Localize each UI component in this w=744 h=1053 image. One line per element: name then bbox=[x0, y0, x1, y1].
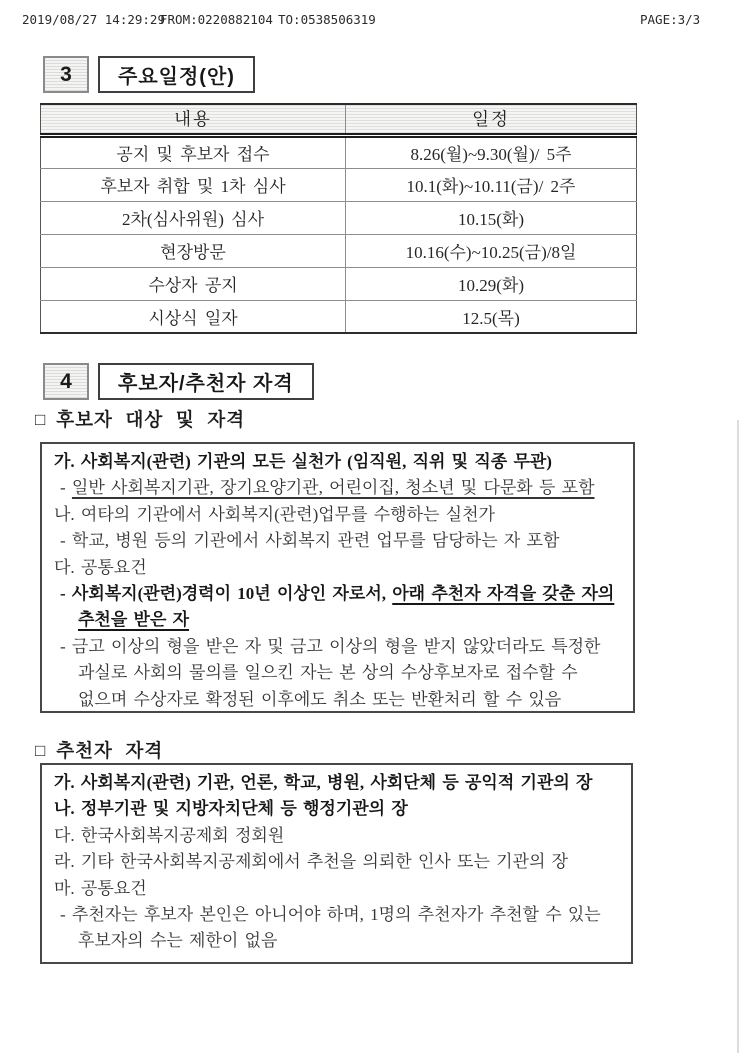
box-line bbox=[52, 607, 623, 633]
table-row bbox=[41, 135, 637, 168]
text-segment: 다. 한국사회복지공제회 정회원 bbox=[54, 825, 285, 845]
table-cell-schedule: 10.15(화) bbox=[346, 201, 637, 234]
text-segment: - 금고 이상의 형을 받은 자 및 금고 이상의 형을 받지 않았더라도 특정한 bbox=[60, 636, 601, 656]
box-line bbox=[52, 849, 621, 875]
section-title: 주요일정(안) bbox=[98, 56, 255, 93]
text-segment: 후보자의 수는 제한이 없음 bbox=[78, 931, 278, 951]
table-row bbox=[41, 201, 637, 234]
text-segment: 가. 사회복지(관련) 기관, 언론, 학교, 병원, 사회단체 등 공익적 기관의 장 bbox=[54, 773, 593, 792]
table-cell-content: 수상자 공지 bbox=[41, 267, 346, 300]
box-line bbox=[52, 796, 621, 822]
text-segment: 나. 정부기관 및 지방자치단체 등 행정기관의 장 bbox=[54, 799, 408, 819]
table-cell-schedule: 8.26(월)~9.30(월)/ 5주 bbox=[346, 135, 637, 168]
table-row bbox=[41, 300, 637, 333]
text-segment: 다. 공통요건 bbox=[54, 557, 147, 577]
box-line bbox=[52, 876, 621, 902]
text-segment: 과실로 사회의 물의를 일으킨 자는 본 상의 수상후보자로 접수할 수 bbox=[78, 663, 578, 683]
box-line bbox=[52, 581, 623, 607]
section-title: 후보자/추천자 자격 bbox=[98, 363, 314, 400]
box-line bbox=[52, 902, 621, 928]
square-bullet-icon: □ bbox=[35, 410, 47, 429]
table-row bbox=[41, 168, 637, 201]
table-header-content: 내용 bbox=[41, 104, 346, 135]
table-row bbox=[41, 234, 637, 267]
scan-artifact-line bbox=[737, 420, 739, 1053]
text-segment: 없으며 수상자로 확정된 이후에도 취소 또는 반환처리 할 수 있음 bbox=[78, 689, 562, 709]
text-segment: - bbox=[60, 478, 72, 498]
box-line bbox=[52, 475, 623, 501]
text-segment: - 추천자는 후보자 본인은 아니어야 하며, 1명의 추천자가 추천할 수 있는 bbox=[60, 905, 601, 925]
text-segment: 가. 사회복지(관련) 기관의 모든 실천가 (임직원, 직위 및 직종 무관) bbox=[54, 452, 552, 471]
fax-header bbox=[0, 12, 744, 28]
recommender-heading-label: 추천자 자격 bbox=[56, 742, 164, 762]
fax-datetime: 2019/08/27 14:29:29 bbox=[22, 12, 165, 27]
candidate-heading-label: 후보자 대상 및 자격 bbox=[56, 411, 246, 431]
table-cell-schedule: 12.5(목) bbox=[346, 300, 637, 333]
box-line bbox=[52, 660, 623, 686]
fax-from-number: FROM:0220882104 bbox=[160, 12, 273, 27]
box-line bbox=[52, 770, 621, 796]
candidate-heading bbox=[35, 406, 245, 432]
text-segment: 추천을 받은 자 bbox=[78, 610, 190, 630]
box-line bbox=[52, 502, 623, 528]
box-line bbox=[52, 687, 623, 713]
text-segment: 마. 공통요건 bbox=[54, 878, 147, 898]
text-segment: 아래 추천자 자격을 갖춘 자의 bbox=[392, 584, 615, 604]
text-segment: - 사회복지(관련)경력이 10년 이상인 자로서, bbox=[60, 584, 393, 604]
table-cell-content: 후보자 취합 및 1차 심사 bbox=[41, 168, 346, 201]
table-cell-schedule: 10.29(화) bbox=[346, 267, 637, 300]
text-segment: 나. 여타의 기관에서 사회복지(관련)업무를 수행하는 실천가 bbox=[54, 504, 495, 524]
box-line bbox=[52, 555, 623, 581]
text-segment: 일반 사회복지기관, 장기요양기관, 어린이집, 청소년 및 다문화 등 포함 bbox=[71, 478, 595, 498]
section-number-badge: 3 bbox=[43, 56, 89, 93]
table-cell-content: 2차(심사위원) 심사 bbox=[41, 201, 346, 234]
table-cell-schedule: 10.1(화)~10.11(금)/ 2주 bbox=[346, 168, 637, 201]
recommender-box bbox=[40, 763, 633, 964]
fax-page-indicator: PAGE:3/3 bbox=[640, 12, 701, 27]
fax-to-number: TO:0538506319 bbox=[278, 12, 376, 27]
box-line bbox=[52, 634, 623, 660]
text-segment: 라. 기타 한국사회복지공제회에서 추천을 의뢰한 인사 또는 기관의 장 bbox=[54, 852, 569, 872]
section-header-qualification bbox=[43, 363, 314, 400]
box-line bbox=[52, 823, 621, 849]
table-cell-content: 공지 및 후보자 접수 bbox=[41, 135, 346, 168]
schedule-table bbox=[40, 103, 637, 334]
table-cell-schedule: 10.16(수)~10.25(금)/8일 bbox=[346, 234, 637, 267]
section-header-schedule bbox=[43, 56, 255, 93]
table-cell-content: 현장방문 bbox=[41, 234, 346, 267]
table-header-row bbox=[41, 104, 637, 135]
box-line bbox=[52, 449, 623, 475]
square-bullet-icon: □ bbox=[35, 741, 47, 760]
box-line bbox=[52, 928, 621, 954]
schedule-table-body bbox=[41, 135, 637, 333]
table-header-schedule: 일정 bbox=[346, 104, 637, 135]
table-cell-content: 시상식 일자 bbox=[41, 300, 346, 333]
candidate-box bbox=[40, 442, 635, 713]
box-line bbox=[52, 528, 623, 554]
table-row bbox=[41, 267, 637, 300]
recommender-heading bbox=[35, 737, 163, 763]
text-segment: - 학교, 병원 등의 기관에서 사회복지 관련 업무를 담당하는 자 포함 bbox=[60, 531, 560, 551]
section-number-badge: 4 bbox=[43, 363, 89, 400]
